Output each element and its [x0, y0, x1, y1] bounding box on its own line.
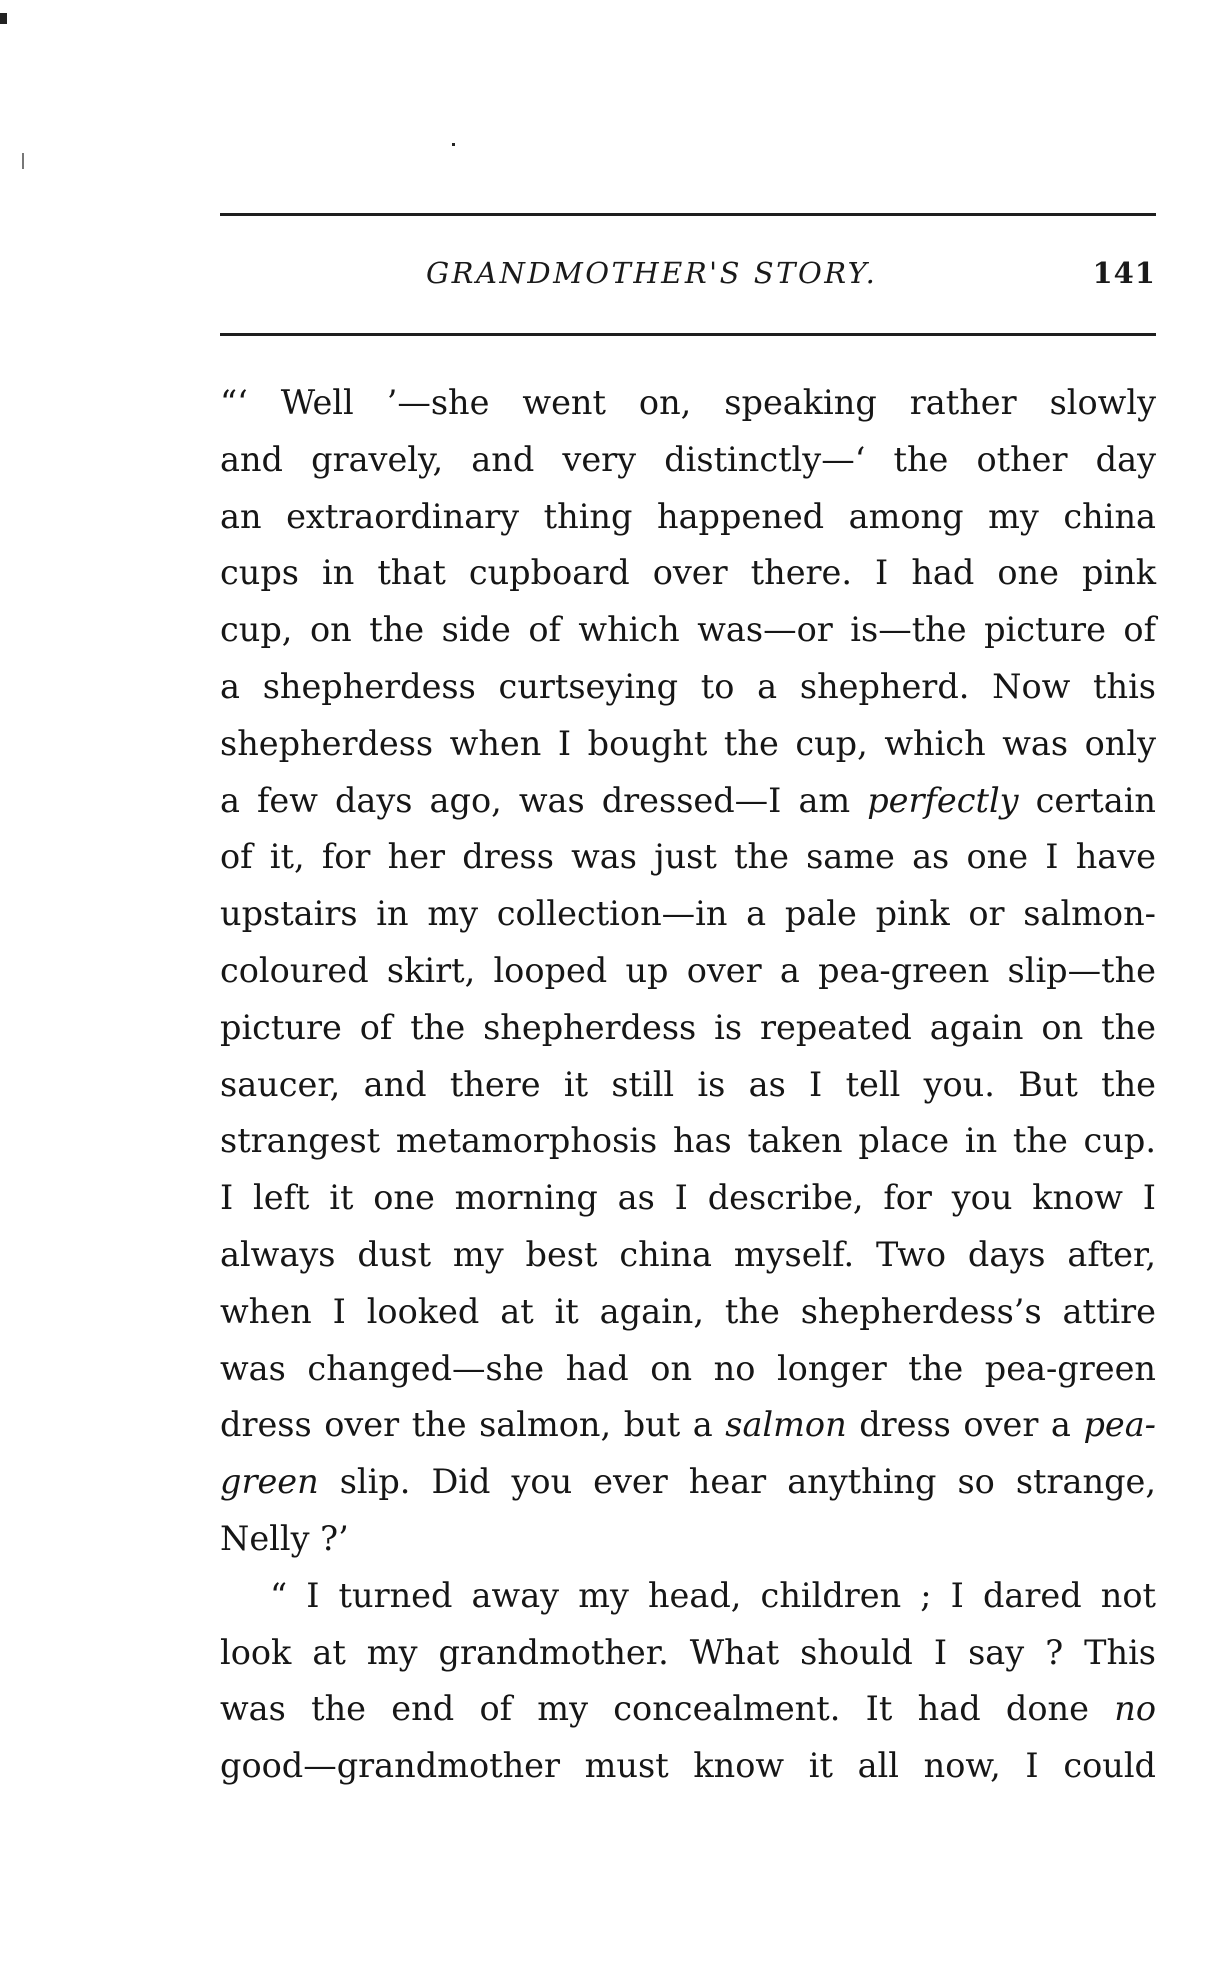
text-line	[220, 1341, 1156, 1398]
text-line	[220, 1057, 1156, 1114]
text-line	[220, 1511, 1156, 1568]
text-line	[220, 1738, 1156, 1795]
text-line	[220, 659, 1156, 716]
text-segment: and gravely, and very distinctly—‘ the other day	[220, 439, 1156, 479]
text-segment: I left it one morning as I describe, for you know I	[220, 1178, 1156, 1218]
scan-speck	[452, 143, 455, 146]
text-line	[220, 375, 1156, 432]
text-segment: “‘ Well ’—she went on, speaking rather slowly	[220, 383, 1156, 422]
text-segment: look at my grandmother. What should I say ? This	[220, 1632, 1156, 1672]
text-segment: strangest metamorphosis has taken place in the cup.	[220, 1121, 1156, 1161]
text-line	[220, 1170, 1156, 1227]
text-line	[220, 716, 1156, 773]
italic-text: salmon	[725, 1405, 847, 1445]
italic-text: green	[220, 1462, 319, 1502]
text-line	[220, 1397, 1156, 1454]
text-line	[220, 1284, 1156, 1341]
text-segment: cup, on the side of which was—or is—the picture of	[220, 610, 1156, 650]
text-segment: a few days ago, was dressed—I am	[220, 780, 868, 820]
text-line	[220, 886, 1156, 943]
text-segment: upstairs in my collection—in a pale pink or salmon-	[220, 894, 1156, 934]
body-text	[220, 375, 1156, 1795]
text-line	[220, 1681, 1156, 1738]
text-segment: dress over the salmon, but a	[220, 1405, 726, 1445]
text-segment: picture of the shepherdess is repeated again on the	[220, 1007, 1156, 1047]
text-segment: “ I turned away my head, children ; I dared not	[270, 1575, 1156, 1615]
text-segment: was changed—she had on no longer the pea-green	[220, 1348, 1156, 1388]
text-segment: was the end of my concealment. It had done	[220, 1689, 1115, 1729]
text-segment: good—grandmother must know it all now, I could	[220, 1746, 1156, 1786]
text-line	[220, 1227, 1156, 1284]
text-segment: when I looked at it again, the shepherdess’s attire	[220, 1291, 1156, 1331]
text-segment: of it, for her dress was just the same as one I have	[220, 837, 1156, 877]
text-line	[220, 602, 1156, 659]
text-segment: slip. Did you ever hear anything so strange,	[318, 1462, 1156, 1502]
text-line	[220, 432, 1156, 489]
italic-text: no	[1114, 1689, 1156, 1729]
text-line	[220, 773, 1156, 830]
text-segment: saucer, and there it still is as I tell you. But the	[220, 1064, 1156, 1104]
text-line	[220, 943, 1156, 1000]
text-line	[220, 1625, 1156, 1682]
running-title: GRANDMOTHER'S STORY.	[426, 256, 878, 290]
scan-speck	[0, 13, 7, 24]
text-segment: Nelly ?’	[220, 1518, 349, 1558]
header-rule-top	[220, 213, 1156, 216]
header-rule-bottom	[220, 333, 1156, 336]
text-segment: dress over a	[846, 1405, 1084, 1445]
text-segment: cups in that cupboard over there. I had one pink	[220, 553, 1156, 593]
text-line	[220, 1568, 1156, 1625]
text-line	[220, 1113, 1156, 1170]
text-segment: shepherdess when I bought the cup, which was only	[220, 723, 1156, 763]
page-number: 141	[1092, 256, 1156, 290]
italic-text: perfectly	[867, 780, 1019, 820]
text-segment: an extraordinary thing happened among my china	[220, 496, 1156, 536]
italic-text: pea-	[1083, 1405, 1156, 1445]
text-segment: a shepherdess curtseying to a shepherd. Now this	[220, 666, 1156, 706]
text-line	[220, 1000, 1156, 1057]
text-segment: certain	[1018, 780, 1156, 820]
text-segment: coloured skirt, looped up over a pea-green slip—the	[220, 950, 1156, 990]
text-segment: always dust my best china myself. Two days after,	[220, 1234, 1156, 1274]
scan-speck	[22, 153, 24, 169]
text-line	[220, 489, 1156, 546]
text-line	[220, 1454, 1156, 1511]
running-header	[220, 256, 1156, 306]
text-line	[220, 545, 1156, 602]
text-line	[220, 829, 1156, 886]
